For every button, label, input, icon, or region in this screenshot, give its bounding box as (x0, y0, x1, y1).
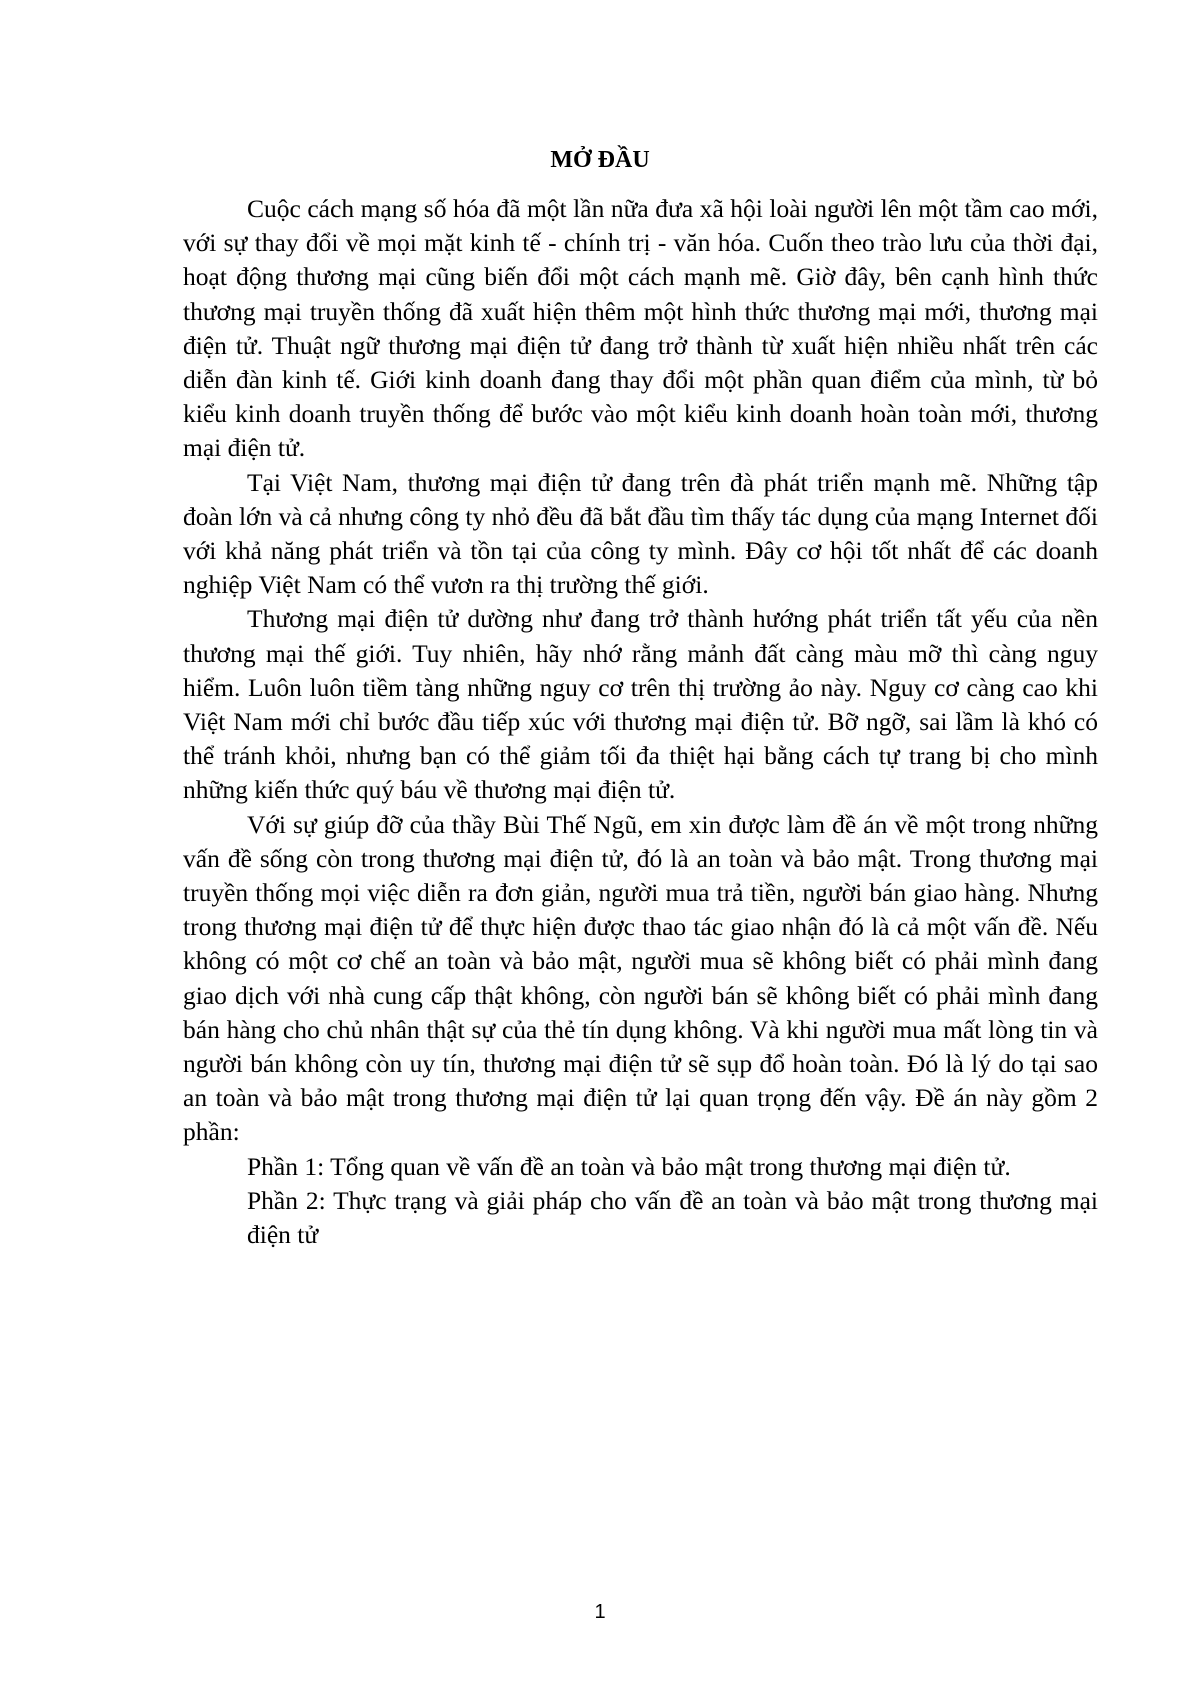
body-text (183, 192, 1098, 1252)
paragraph-risks: Thương mại điện tử dường như đang trở thành hướng phát triển tất yếu của nền thương mại thế giới. Tuy nhiên, hãy nhớ rằng mảnh đất càng màu mỡ thì càng nguy hiểm. Luôn luôn tiềm tàng những nguy cơ trên thị trường ảo này. Nguy cơ càng cao khi Việt Nam mới chỉ bước đầu tiếp xúc với thương mại điện tử. Bỡ ngỡ, sai lầm là khó có thể tránh khỏi, nhưng bạn có thể giảm tối đa thiệt hại bằng cách tự trang bị cho mình những kiến thức quý báu về thương mại điện tử. (183, 604, 1098, 805)
paragraph-vietnam: Tại Việt Nam, thương mại điện tử đang trên đà phát triển mạnh mẽ. Những tập đoàn lớn và cả nhưng công ty nhỏ đều đã bắt đầu tìm thấy tác dụng của mạng Internet đối với khả năng phát triển và tồn tại của công ty mình. Đây cơ hội tốt nhất để các doanh nghiệp Việt Nam có thể vươn ra thị trường thế giới. (183, 467, 1098, 600)
page-number: 1 (594, 1601, 606, 1623)
paragraph-project: Với sự giúp đỡ của thầy Bùi Thế Ngũ, em xin được làm đề án về một trong những vấn đề sống còn trong thương mại điện tử, đó là an toàn và bảo mật. Trong thương mại truyền thống mọi việc diễn ra đơn giản, người mua trả tiền, người bán giao hàng. Nhưng trong thương mại điện tử để thực hiện được thao tác giao nhận đó là cả một vấn đề. Nếu không có một cơ chế an toàn và bảo mật, người mua sẽ không biết có phải mình đang giao dịch với nhà cung cấp thật không, còn người bán sẽ không biết có phải mình đang bán hàng cho chủ nhân thật sự của thẻ tín dụng không. Và khi người mua mất lòng tin và người bán không còn uy tín, thương mại điện tử sẽ sụp đổ hoàn toàn. Đó là lý do tại sao an toàn và bảo mật trong thương mại điện tử lại quan trọng đến vậy. Đề án này gồm 2 phần: (183, 809, 1098, 1147)
part-2-item: Phần 2: Thực trạng và giải pháp cho vấn đề an toàn và bảo mật trong thương mại điện tử (247, 1185, 1098, 1250)
page-title: MỞ ĐẦU (550, 147, 650, 173)
part-1-item: Phần 1: Tổng quan về vấn đề an toàn và bảo mật trong thương mại điện tử. (247, 1151, 1011, 1181)
paragraph-intro: Cuộc cách mạng số hóa đã một lần nữa đưa xã hội loài người lên một tầm cao mới, với sự thay đổi về mọi mặt kinh tế - chính trị - văn hóa. Cuốn theo trào lưu của thời đại, hoạt động thương mại cũng biến đổi một cách mạnh mẽ. Giờ đây, bên cạnh hình thức thương mại truyền thống đã xuất hiện thêm một hình thức thương mại mới, thương mại điện tử. Thuật ngữ thương mại điện tử đang trở thành từ xuất hiện nhiều nhất trên các diễn đàn kinh tế. Giới kinh doanh đang thay đổi một phần quan điểm của mình, từ bỏ kiểu kinh doanh truyền thống để bước vào một kiểu kinh doanh hoàn toàn mới, thương mại điện tử. (183, 194, 1098, 463)
